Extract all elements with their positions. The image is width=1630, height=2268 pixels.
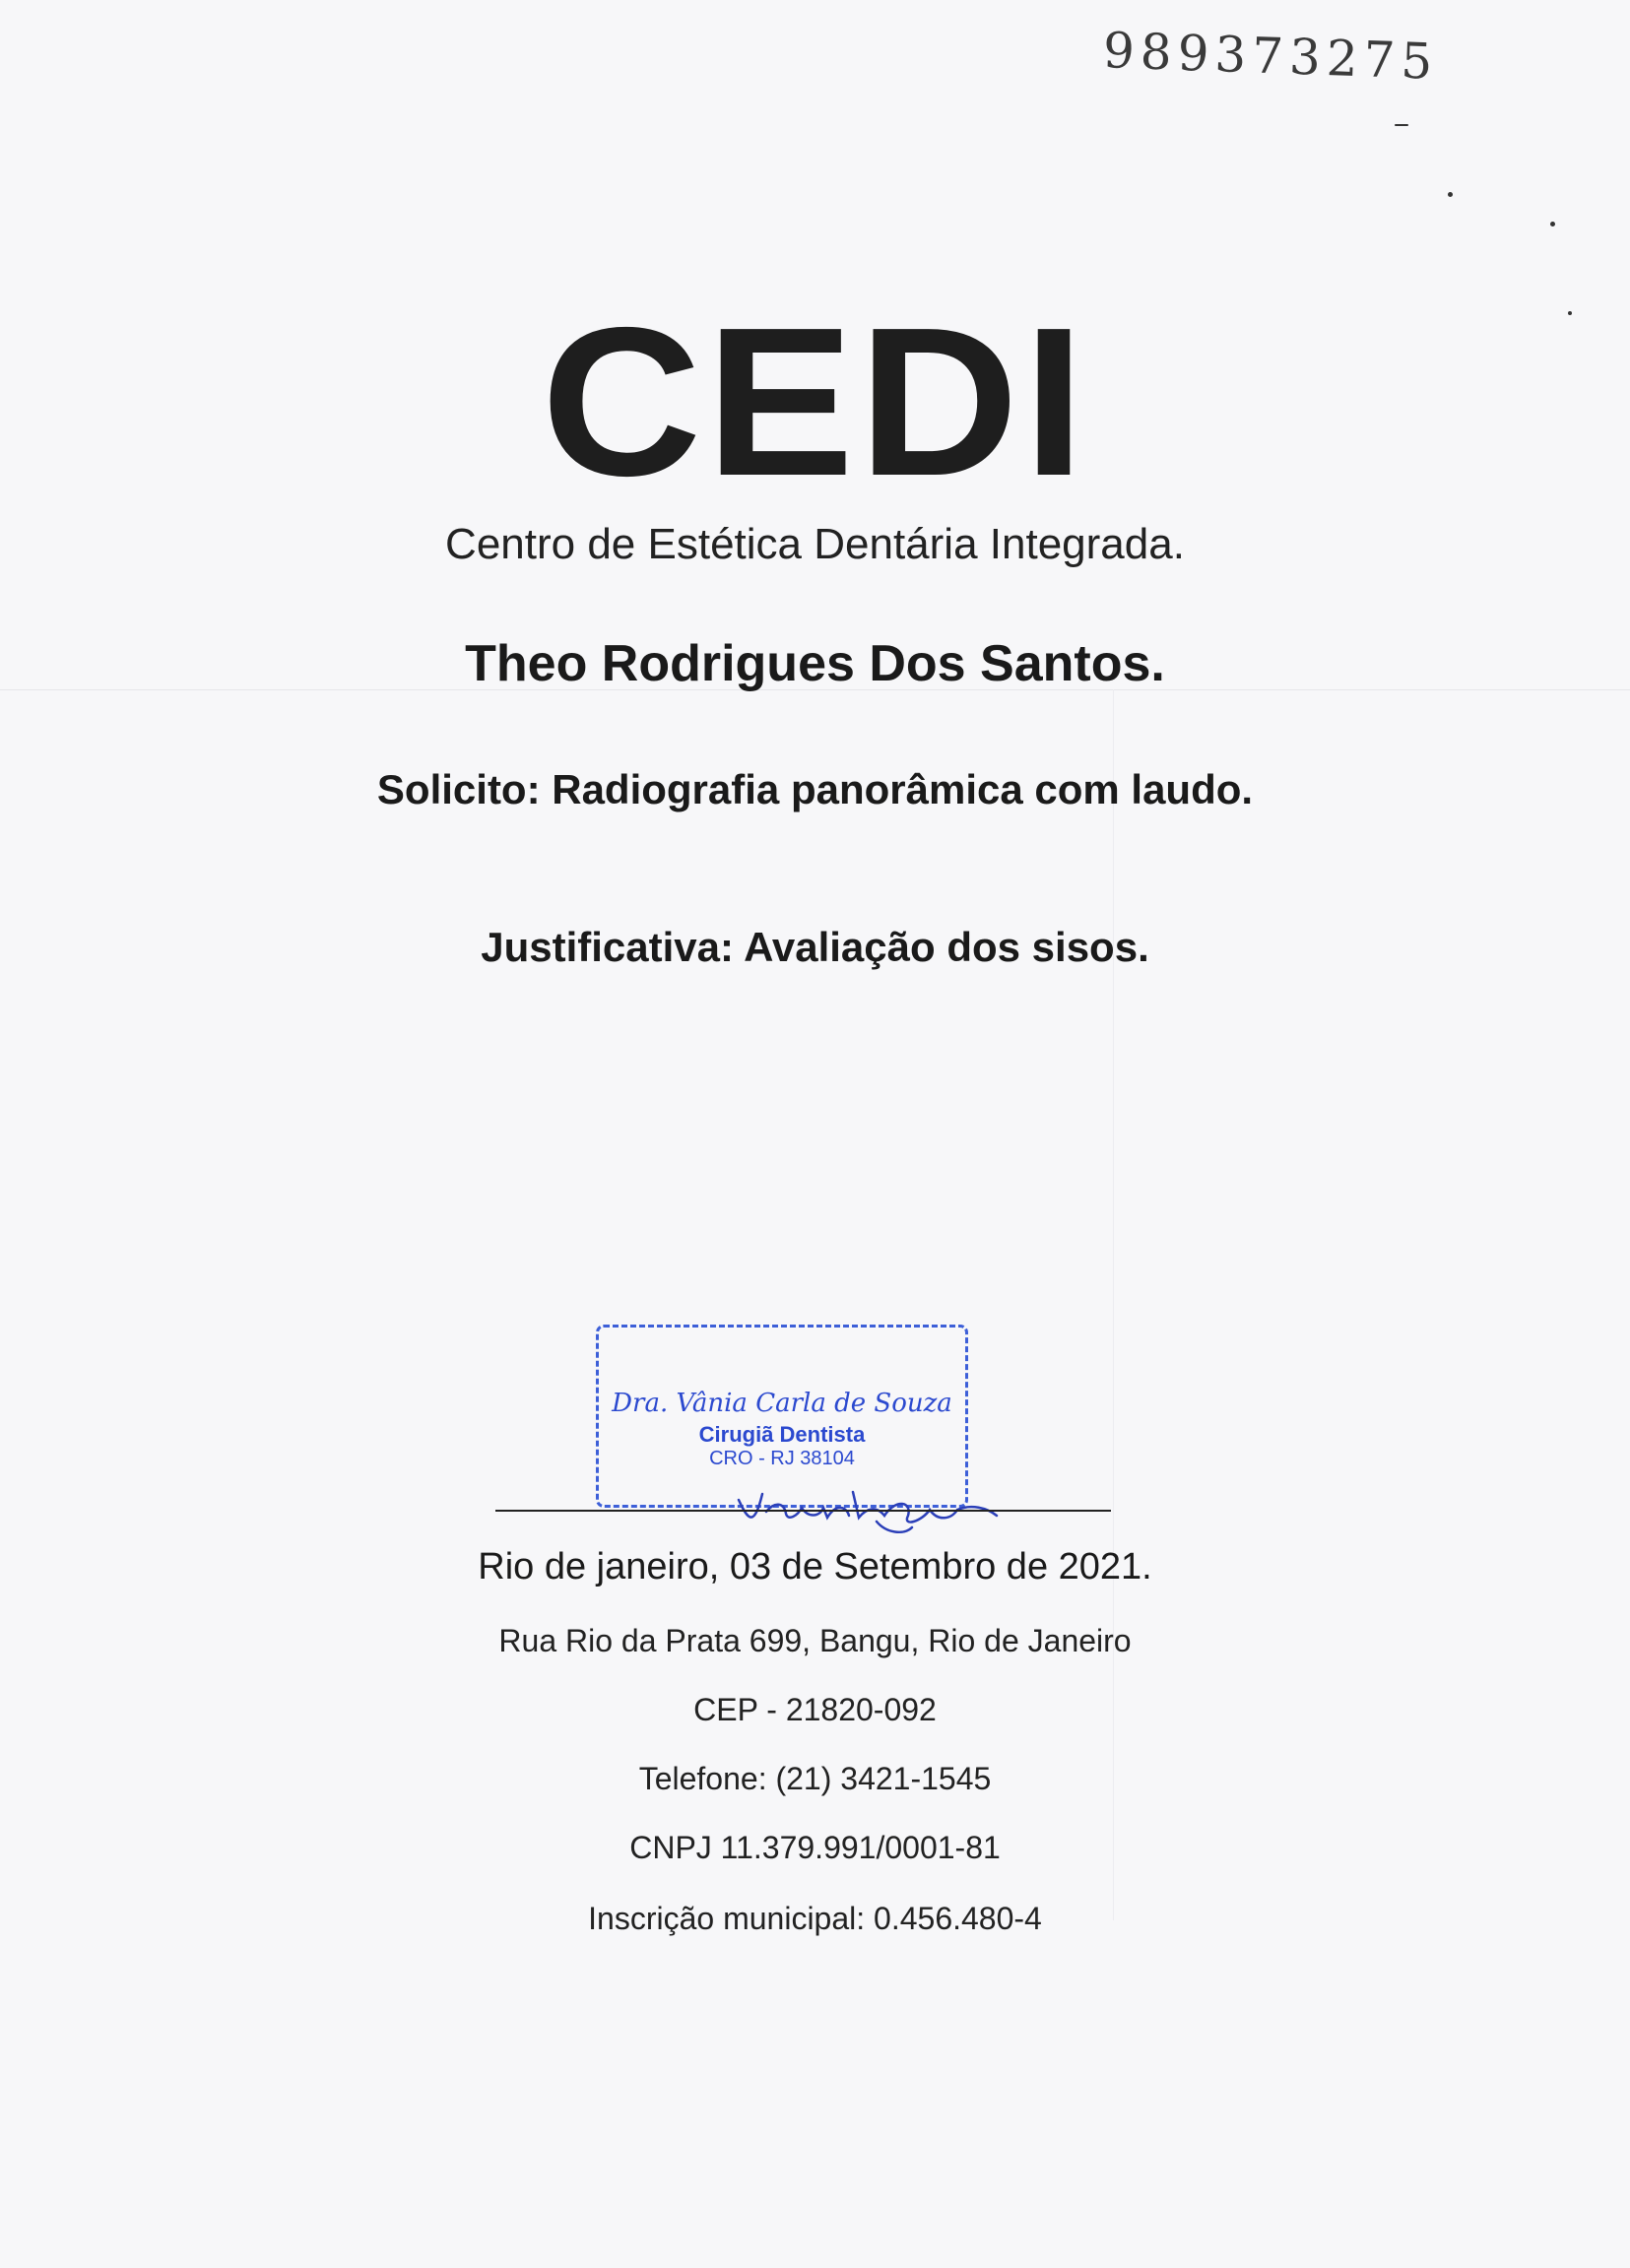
- exam-justification: Justificativa: Avaliação dos sisos.: [481, 924, 1149, 970]
- stamp-dentist-name: Dra. Vânia Carla de Souza: [612, 1389, 952, 1418]
- clinic-municipal-registration: Inscrição municipal: 0.456.480-4: [588, 1901, 1042, 1936]
- signature-line: [495, 1510, 1111, 1512]
- date-line: Rio de janeiro, 03 de Setembro de 2021.: [478, 1546, 1152, 1588]
- clinic-subtitle: Centro de Estética Dentária Integrada.: [445, 520, 1185, 568]
- exam-request: Solicito: Radiografia panorâmica com laudo.: [376, 766, 1254, 812]
- stamp-dentist-role: Cirugiã Dentista: [698, 1422, 866, 1447]
- scan-speck: [1448, 192, 1453, 197]
- clinic-phone: Telefone: (21) 3421-1545: [638, 1761, 992, 1796]
- handwritten-note: 989373275: [1102, 22, 1440, 91]
- scan-speck: [1395, 124, 1408, 126]
- clinic-logo: CEDI: [541, 283, 1089, 520]
- scan-speck: [1568, 311, 1572, 315]
- handwritten-signature: [729, 1472, 1005, 1541]
- scan-speck: [1550, 222, 1555, 227]
- clinic-cep: CEP - 21820-092: [693, 1692, 937, 1727]
- paper-fold-vertical: [1113, 689, 1114, 1920]
- clinic-address: Rua Rio da Prata 699, Bangu, Rio de Janeiro: [498, 1623, 1132, 1658]
- stamp-cro-number: CRO - RJ 38104: [709, 1448, 855, 1469]
- clinic-cnpj: CNPJ 11.379.991/0001-81: [629, 1830, 1001, 1865]
- patient-name: Theo Rodrigues Dos Santos.: [465, 635, 1165, 692]
